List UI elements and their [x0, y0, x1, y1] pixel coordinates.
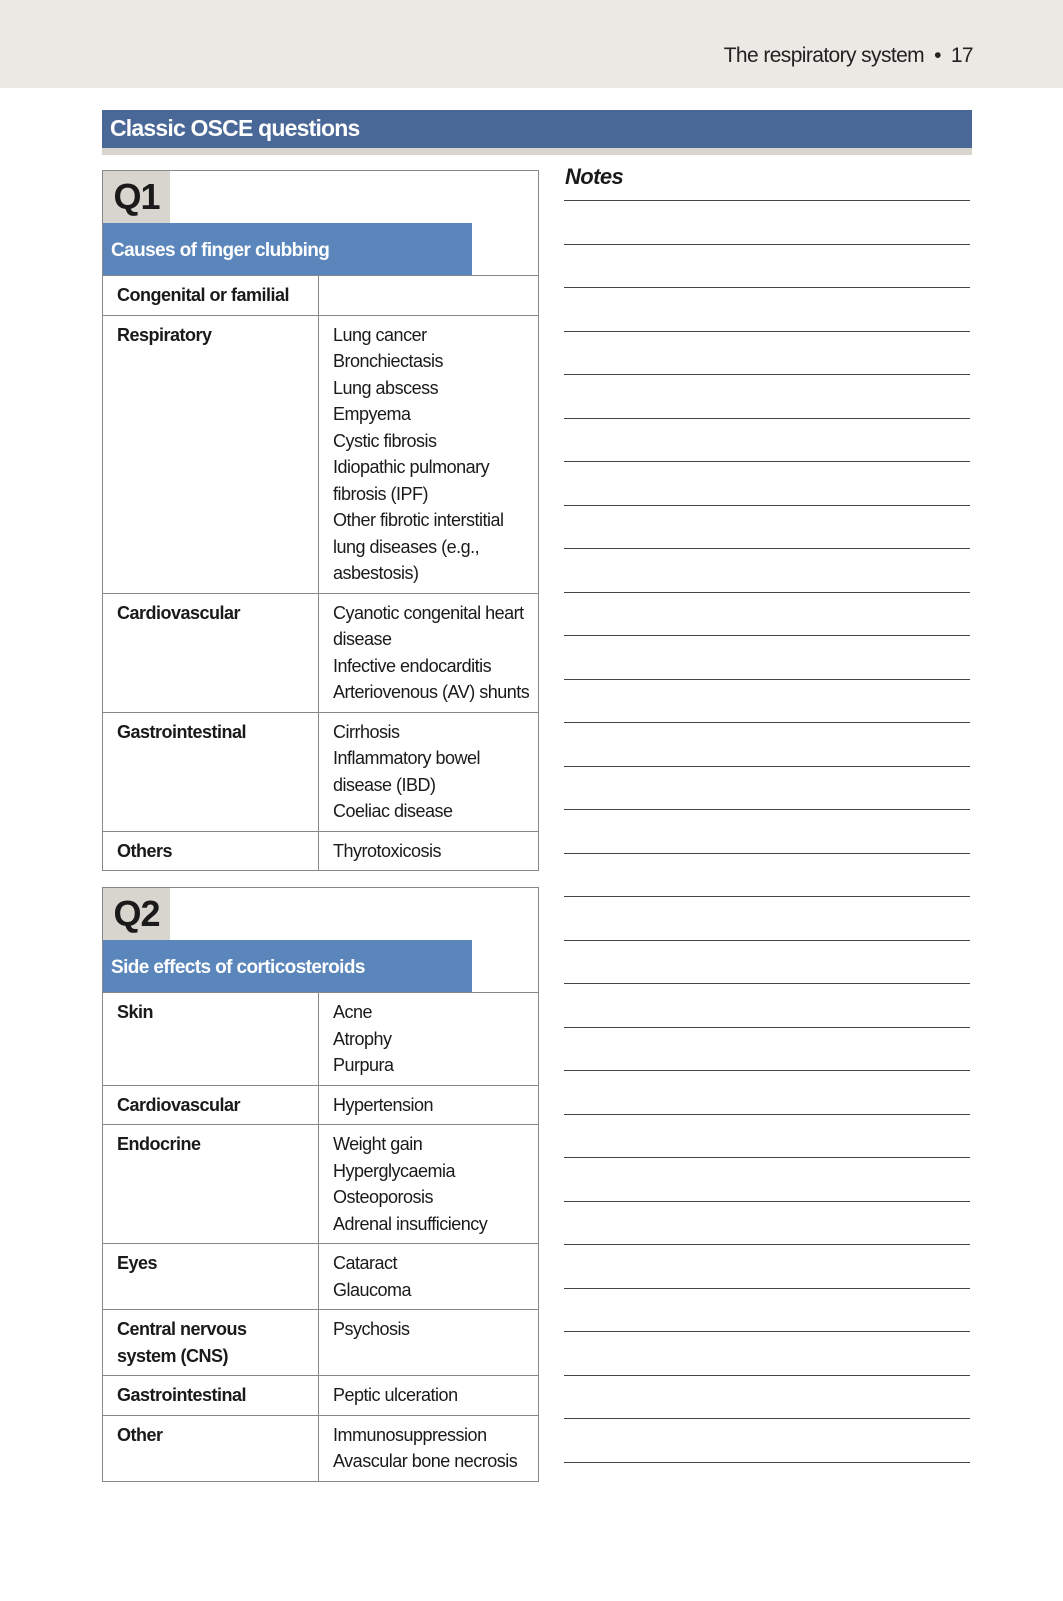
row-item: Coeliac disease: [333, 801, 453, 821]
row-items: [319, 993, 539, 1086]
notes-line: [564, 244, 970, 245]
notes-line: [564, 548, 970, 549]
notes-line: [564, 722, 970, 723]
notes-line: [564, 1114, 970, 1115]
row-item: Immunosuppression: [333, 1424, 487, 1445]
table-row: [103, 276, 539, 316]
table-row: [103, 1310, 539, 1376]
running-header: [724, 44, 973, 68]
row-category: Congenital or familial: [103, 276, 319, 316]
notes-line: [564, 374, 970, 375]
notes-line: [564, 809, 970, 810]
row-item: Lung cancer: [333, 324, 427, 345]
table-row: [103, 1244, 539, 1310]
notes-line: [564, 1462, 970, 1463]
row-item: Hyperglycaemia: [333, 1160, 456, 1181]
row-items: [319, 831, 539, 871]
notes-line: [564, 1375, 970, 1376]
row-items: [319, 276, 539, 316]
row-category: Eyes: [103, 1244, 319, 1310]
table-row: [103, 315, 539, 593]
row-item: Adrenal insufficiency: [333, 1213, 488, 1234]
row-item: Bronchiectasis: [333, 351, 444, 371]
row-item: Hypertension: [333, 1094, 434, 1115]
table-row: [103, 993, 539, 1086]
row-item: Avascular bone necrosis: [333, 1451, 518, 1471]
notes-line: [564, 1244, 970, 1245]
row-category: Respiratory: [103, 315, 319, 593]
row-item: Osteoporosis: [333, 1187, 434, 1207]
row-item: Empyema: [333, 404, 411, 424]
row-items: [319, 593, 539, 712]
notes-line: [564, 940, 970, 941]
notes-line: [564, 1201, 970, 1202]
notes-line: [564, 505, 970, 506]
notes-line: [564, 418, 970, 419]
notes-line: [564, 983, 970, 984]
row-item: Weight gain: [333, 1134, 423, 1154]
chapter-title: The respiratory system: [723, 44, 925, 67]
table-row: [103, 831, 539, 871]
page-number: 17: [950, 44, 973, 67]
notes-line: [564, 896, 970, 897]
question-header-cell: [103, 888, 539, 993]
section-title-bar: [102, 110, 972, 155]
row-category: Gastrointestinal: [103, 712, 319, 831]
table-row: [103, 593, 539, 712]
row-item: Peptic ulceration: [333, 1385, 458, 1405]
row-items: [319, 1244, 539, 1310]
row-category: Central nervous system (CNS): [103, 1310, 319, 1376]
row-category: Gastrointestinal: [103, 1376, 319, 1416]
question-header-cell: [103, 171, 539, 276]
row-item: Cystic fibrosis: [333, 430, 437, 451]
question-number: Q2: [103, 888, 170, 940]
row-item: Infective endocarditis: [333, 655, 492, 676]
table-row: [103, 1376, 539, 1416]
row-item: Glaucoma: [333, 1279, 412, 1300]
row-item: Idiopathic pulmonary fibrosis (IPF): [333, 457, 490, 504]
notes-line: [564, 1418, 970, 1419]
row-items: [319, 1415, 539, 1481]
section-title: Classic OSCE questions: [110, 115, 360, 141]
row-item: Psychosis: [333, 1319, 410, 1339]
row-items: [319, 315, 539, 593]
row-item: Other fibrotic interstitial lung diseases (e.g., asbestosis): [333, 510, 504, 583]
question-header: [103, 171, 539, 276]
question-title: Causes of finger clubbing: [103, 223, 472, 275]
notes-label: Notes: [565, 164, 624, 189]
question-table-q1: [102, 170, 539, 871]
row-category: Other: [103, 1415, 319, 1481]
notes-line: [564, 287, 970, 288]
notes-line: [564, 635, 970, 636]
row-item: Lung abscess: [333, 377, 439, 398]
row-items: [319, 712, 539, 831]
notes-line: [564, 1288, 970, 1289]
notes-line: [564, 1070, 970, 1071]
row-item: Purpura: [333, 1055, 394, 1075]
notes-line: [564, 1027, 970, 1028]
row-category: Cardiovascular: [103, 593, 319, 712]
row-item: Atrophy: [333, 1028, 392, 1049]
notes-line: [564, 461, 970, 462]
row-item: Thyrotoxicosis: [333, 840, 442, 861]
row-item: Acne: [333, 1002, 373, 1022]
row-items: [319, 1085, 539, 1125]
bullet-separator: •: [934, 44, 941, 67]
row-category: Endocrine: [103, 1125, 319, 1244]
row-items: [319, 1310, 539, 1376]
row-items: [319, 1125, 539, 1244]
table-row: [103, 1415, 539, 1481]
notes-line: [564, 331, 970, 332]
question-title: Side effects of corticosteroids: [103, 940, 472, 992]
row-item: Cirrhosis: [333, 721, 400, 742]
notes-line: [564, 766, 970, 767]
row-item: Cataract: [333, 1253, 398, 1273]
notes-line: [564, 592, 970, 593]
row-items: [319, 1376, 539, 1416]
row-category: Others: [103, 831, 319, 871]
question-table-q2: [102, 887, 539, 1482]
table-row: [103, 1125, 539, 1244]
notes-line: [564, 200, 970, 201]
row-category: Cardiovascular: [103, 1085, 319, 1125]
row-item: Inflammatory bowel disease (IBD): [333, 748, 481, 795]
notes-line: [564, 679, 970, 680]
table-row: [103, 1085, 539, 1125]
question-number: Q1: [103, 171, 170, 223]
table-row: [103, 712, 539, 831]
question-header: [103, 888, 539, 993]
notes-line: [564, 1331, 970, 1332]
row-category: Skin: [103, 993, 319, 1086]
notes-line: [564, 1157, 970, 1158]
row-item: Cyanotic congenital heart disease: [333, 602, 524, 649]
notes-line: [564, 853, 970, 854]
row-item: Arteriovenous (AV) shunts: [333, 682, 530, 702]
